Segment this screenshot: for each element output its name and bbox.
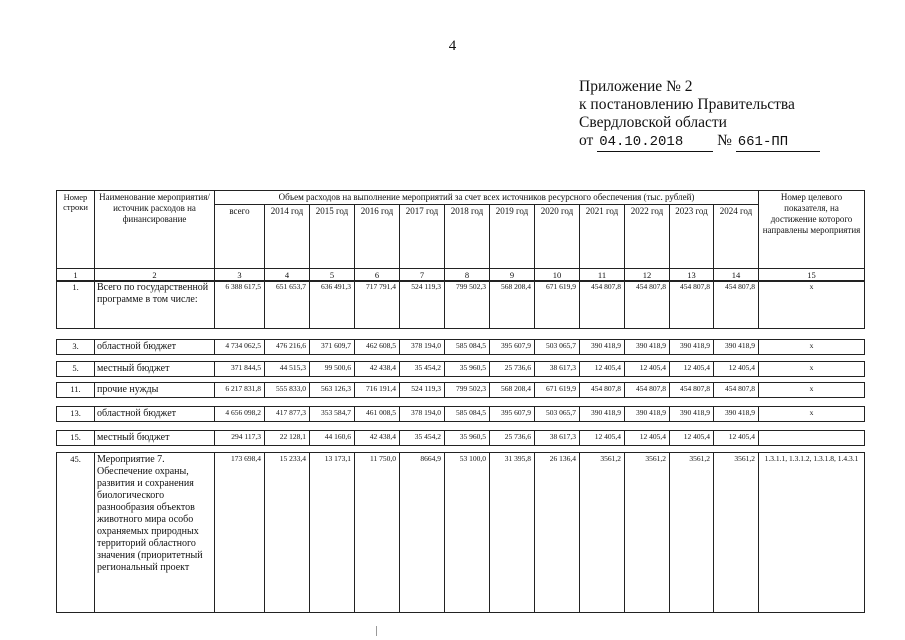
row-value: 3561,2 (670, 453, 714, 613)
row-value: 454 807,8 (670, 281, 714, 329)
header-year: 2022 год (625, 205, 670, 269)
row-value: 568 208,4 (490, 383, 535, 398)
row-value: 390 418,9 (580, 340, 625, 355)
row-value: 26 136,4 (535, 453, 580, 613)
row-value: 12 405,4 (670, 362, 714, 377)
row-value: 3561,2 (625, 453, 670, 613)
row-value: 35 454,2 (400, 362, 445, 377)
row-value: 568 208,4 (490, 281, 535, 329)
header-total: всего (215, 205, 265, 269)
number-prefix: № (717, 132, 732, 149)
row-value: 353 584,7 (310, 407, 355, 422)
header-row-number: Номер строки (57, 191, 95, 269)
row-value: 462 608,5 (355, 340, 400, 355)
column-number: 5 (310, 269, 355, 282)
header-year: 2024 год (714, 205, 759, 269)
row-value: 799 502,3 (445, 281, 490, 329)
decree-number: 661-ПП (736, 133, 820, 152)
row-value: 42 438,4 (355, 362, 400, 377)
header-name: Наименование мероприятия/источник расходов на финансирование (95, 191, 215, 269)
column-number: 1 (57, 269, 95, 282)
row-value: 4 734 062,5 (215, 340, 265, 355)
header-year: 2014 год (265, 205, 310, 269)
row-number: 15. (57, 431, 95, 446)
row-value: 173 698,4 (215, 453, 265, 613)
row-value: 390 418,9 (670, 407, 714, 422)
row-target: х (759, 340, 865, 355)
row-value: 671 619,9 (535, 281, 580, 329)
table-row (56, 339, 865, 355)
row-value: 25 736,6 (490, 431, 535, 446)
row-value: 31 395,8 (490, 453, 535, 613)
row-value: 585 084,5 (445, 340, 490, 355)
table-row (56, 361, 865, 377)
header-year: 2021 год (580, 205, 625, 269)
row-value: 717 791,4 (355, 281, 400, 329)
row-value: 454 807,8 (714, 281, 759, 329)
row-value: 476 216,6 (265, 340, 310, 355)
row-target: х (759, 407, 865, 422)
row-value: 454 807,8 (580, 281, 625, 329)
row-value: 390 418,9 (625, 407, 670, 422)
table-row (56, 280, 865, 329)
row-value: 53 100,0 (445, 453, 490, 613)
row-name: Всего по государственной программе в том числе: (95, 281, 215, 329)
row-value: 454 807,8 (580, 383, 625, 398)
row-value: 35 960,5 (445, 362, 490, 377)
row-value: 3561,2 (580, 453, 625, 613)
row-number: 3. (57, 340, 95, 355)
column-number: 2 (95, 269, 215, 282)
row-value: 524 119,3 (400, 281, 445, 329)
column-number: 15 (759, 269, 865, 282)
row-value: 11 750,0 (355, 453, 400, 613)
decree-date: 04.10.2018 (597, 133, 713, 152)
row-value: 12 405,4 (670, 431, 714, 446)
table-row (56, 406, 865, 422)
table-row (56, 452, 865, 613)
row-value: 12 405,4 (580, 362, 625, 377)
row-value: 25 736,6 (490, 362, 535, 377)
row-value: 390 418,9 (670, 340, 714, 355)
header-volume: Объем расходов на выполнение мероприятий за счет всех источников ресурсного обеспечения (тыс. рублей) (215, 191, 759, 205)
column-number: 11 (580, 269, 625, 282)
column-number: 7 (400, 269, 445, 282)
row-value: 44 515,3 (265, 362, 310, 377)
row-name: Мероприятие 7. Обеспечение охраны, развития и сохранения биологического разнообразия объектов животного мира особо охраняемых природных территорий областного значения (приоритетный региональный проект (95, 453, 215, 613)
row-target: 1.3.1.1, 1.3.1.2, 1.3.1.8, 1.4.3.1 (759, 453, 865, 613)
row-value: 524 119,3 (400, 383, 445, 398)
column-number: 12 (625, 269, 670, 282)
row-value: 636 491,3 (310, 281, 355, 329)
table-header (56, 190, 865, 282)
row-value: 799 502,3 (445, 383, 490, 398)
row-value: 454 807,8 (670, 383, 714, 398)
column-number: 9 (490, 269, 535, 282)
row-value: 395 607,9 (490, 340, 535, 355)
appendix-header (579, 78, 820, 152)
row-value: 12 405,4 (625, 362, 670, 377)
row-value: 454 807,8 (714, 383, 759, 398)
row-value: 12 405,4 (714, 431, 759, 446)
header-year: 2016 год (355, 205, 400, 269)
row-value: 390 418,9 (580, 407, 625, 422)
row-value: 390 418,9 (714, 340, 759, 355)
row-name: областной бюджет (95, 340, 215, 355)
row-value: 38 617,3 (535, 431, 580, 446)
row-target: х (759, 362, 865, 377)
row-value: 671 619,9 (535, 383, 580, 398)
row-target: х (759, 383, 865, 398)
row-name: прочие нужды (95, 383, 215, 398)
row-value: 503 065,7 (535, 407, 580, 422)
header-year: 2015 год (310, 205, 355, 269)
row-value: 651 653,7 (265, 281, 310, 329)
row-value: 585 084,5 (445, 407, 490, 422)
row-value: 454 807,8 (625, 281, 670, 329)
row-name: местный бюджет (95, 362, 215, 377)
row-value: 417 877,3 (265, 407, 310, 422)
row-name: областной бюджет (95, 407, 215, 422)
row-value: 12 405,4 (625, 431, 670, 446)
row-value: 99 500,6 (310, 362, 355, 377)
row-value: 503 065,7 (535, 340, 580, 355)
row-value: 6 388 617,5 (215, 281, 265, 329)
column-number: 4 (265, 269, 310, 282)
table-row (56, 430, 865, 446)
row-number: 5. (57, 362, 95, 377)
column-number: 10 (535, 269, 580, 282)
row-value: 3561,2 (714, 453, 759, 613)
row-value: 461 008,5 (355, 407, 400, 422)
row-value: 15 233,4 (265, 453, 310, 613)
row-value: 454 807,8 (625, 383, 670, 398)
column-number: 6 (355, 269, 400, 282)
header-year: 2023 год (670, 205, 714, 269)
row-value: 395 607,9 (490, 407, 535, 422)
header-year: 2018 год (445, 205, 490, 269)
date-prefix: от (579, 132, 594, 149)
row-value: 294 117,3 (215, 431, 265, 446)
column-number: 13 (670, 269, 714, 282)
row-value: 371 844,5 (215, 362, 265, 377)
row-target: х (759, 281, 865, 329)
appendix-line-3: Свердловской области (579, 114, 727, 131)
page-edge-mark (376, 626, 379, 636)
appendix-title: Приложение № 2 (579, 78, 693, 95)
row-value: 35 960,5 (445, 431, 490, 446)
page-number: 4 (448, 38, 457, 54)
row-value: 4 656 098,2 (215, 407, 265, 422)
row-value: 716 191,4 (355, 383, 400, 398)
appendix-date-line (579, 132, 820, 152)
row-number: 11. (57, 383, 95, 398)
column-number: 8 (445, 269, 490, 282)
appendix-line-2: к постановлению Правительства (579, 96, 795, 113)
row-value: 12 405,4 (714, 362, 759, 377)
row-name: местный бюджет (95, 431, 215, 446)
table-row (56, 382, 865, 398)
header-year: 2020 год (535, 205, 580, 269)
column-number: 3 (215, 269, 265, 282)
row-value: 8664,9 (400, 453, 445, 613)
row-value: 563 126,3 (310, 383, 355, 398)
row-value: 38 617,3 (535, 362, 580, 377)
row-value: 378 194,0 (400, 340, 445, 355)
row-value: 6 217 831,8 (215, 383, 265, 398)
row-value: 35 454,2 (400, 431, 445, 446)
row-value: 390 418,9 (625, 340, 670, 355)
row-value: 378 194,0 (400, 407, 445, 422)
row-target (759, 431, 865, 446)
row-value: 371 609,7 (310, 340, 355, 355)
row-value: 555 833,0 (265, 383, 310, 398)
row-value: 42 438,4 (355, 431, 400, 446)
row-number: 45. (57, 453, 95, 613)
row-number: 13. (57, 407, 95, 422)
column-number: 14 (714, 269, 759, 282)
row-value: 13 173,1 (310, 453, 355, 613)
row-number: 1. (57, 281, 95, 329)
row-value: 22 128,1 (265, 431, 310, 446)
row-value: 12 405,4 (580, 431, 625, 446)
row-value: 44 160,6 (310, 431, 355, 446)
row-value: 390 418,9 (714, 407, 759, 422)
header-year: 2017 год (400, 205, 445, 269)
header-year: 2019 год (490, 205, 535, 269)
header-target: Номер целевого показателя, на достижение которого направлены мероприятия (759, 191, 865, 269)
